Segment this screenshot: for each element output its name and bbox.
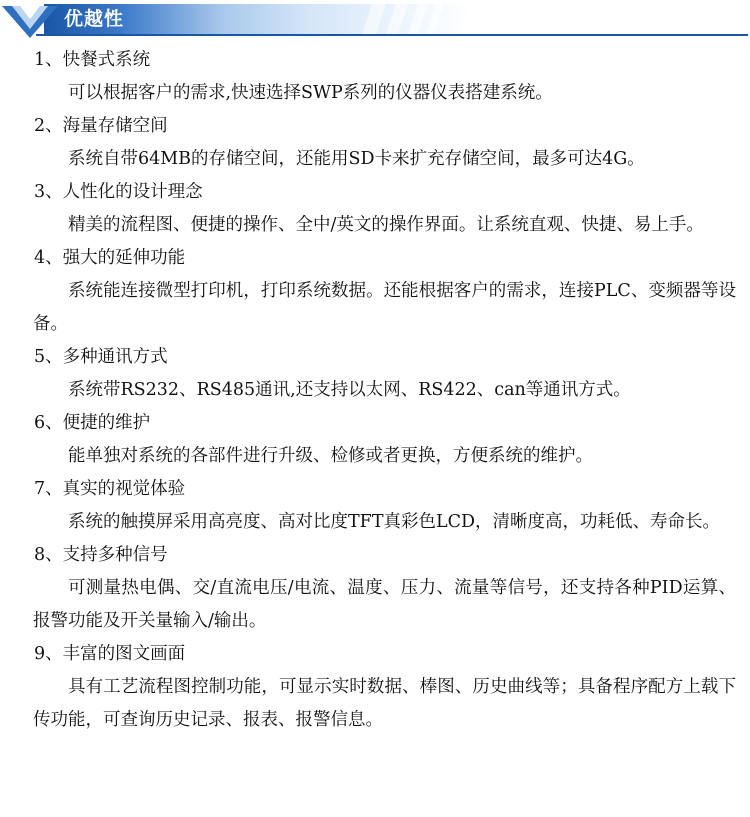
feature-item — [0, 44, 750, 110]
feature-title: 6、便捷的维护 — [34, 413, 151, 433]
feature-title: 7、真实的视觉体验 — [34, 479, 186, 499]
feature-description: 可测量热电偶、交/直流电压/电流、温度、压力、流量等信号，还支持各种PID运算、报警功能及开关量输入/输出。 — [33, 578, 736, 631]
feature-description: 具有工艺流程图控制功能，可显示实时数据、棒图、历史曲线等；具备程序配方上载下传功能，可查询历史记录、报表、报警信息。 — [33, 677, 736, 730]
feature-title: 4、强大的延伸功能 — [34, 248, 186, 268]
feature-title: 2、海量存储空间 — [34, 116, 168, 136]
section-header — [0, 0, 750, 38]
feature-item — [0, 110, 750, 176]
header-rule — [36, 34, 748, 36]
feature-item — [0, 242, 750, 341]
feature-item — [0, 539, 750, 638]
feature-title: 5、多种通讯方式 — [34, 347, 168, 367]
feature-list — [0, 44, 750, 737]
feature-description: 系统能连接微型打印机，打印系统数据。还能根据客户的需求，连接PLC、变频器等设备。 — [33, 281, 736, 334]
feature-description: 能单独对系统的各部件进行升级、检修或者更换，方便系统的维护。 — [68, 446, 593, 466]
feature-title: 9、丰富的图文画面 — [34, 644, 186, 664]
feature-description: 系统带RS232、RS485通讯,还支持以太网、RS422、can等通讯方式。 — [68, 380, 631, 400]
feature-title: 1、快餐式系统 — [34, 50, 151, 70]
feature-title: 8、支持多种信号 — [34, 545, 168, 565]
feature-item — [0, 407, 750, 473]
feature-description: 可以根据客户的需求,快速选择SWP系列的仪器仪表搭建系统。 — [68, 83, 553, 103]
feature-item — [0, 638, 750, 737]
section-title: 优越性 — [64, 8, 125, 30]
feature-item — [0, 473, 750, 539]
feature-item — [0, 341, 750, 407]
feature-item — [0, 176, 750, 242]
feature-title: 3、人性化的设计理念 — [34, 182, 203, 202]
feature-description: 系统自带64MB的存储空间，还能用SD卡来扩充存储空间，最多可达4G。 — [68, 149, 645, 169]
feature-description: 精美的流程图、便捷的操作、全中/英文的操作界面。让系统直观、快捷、易上手。 — [68, 215, 704, 235]
feature-description: 系统的触摸屏采用高亮度、高对比度TFT真彩色LCD，清晰度高，功耗低、寿命长。 — [68, 512, 721, 532]
